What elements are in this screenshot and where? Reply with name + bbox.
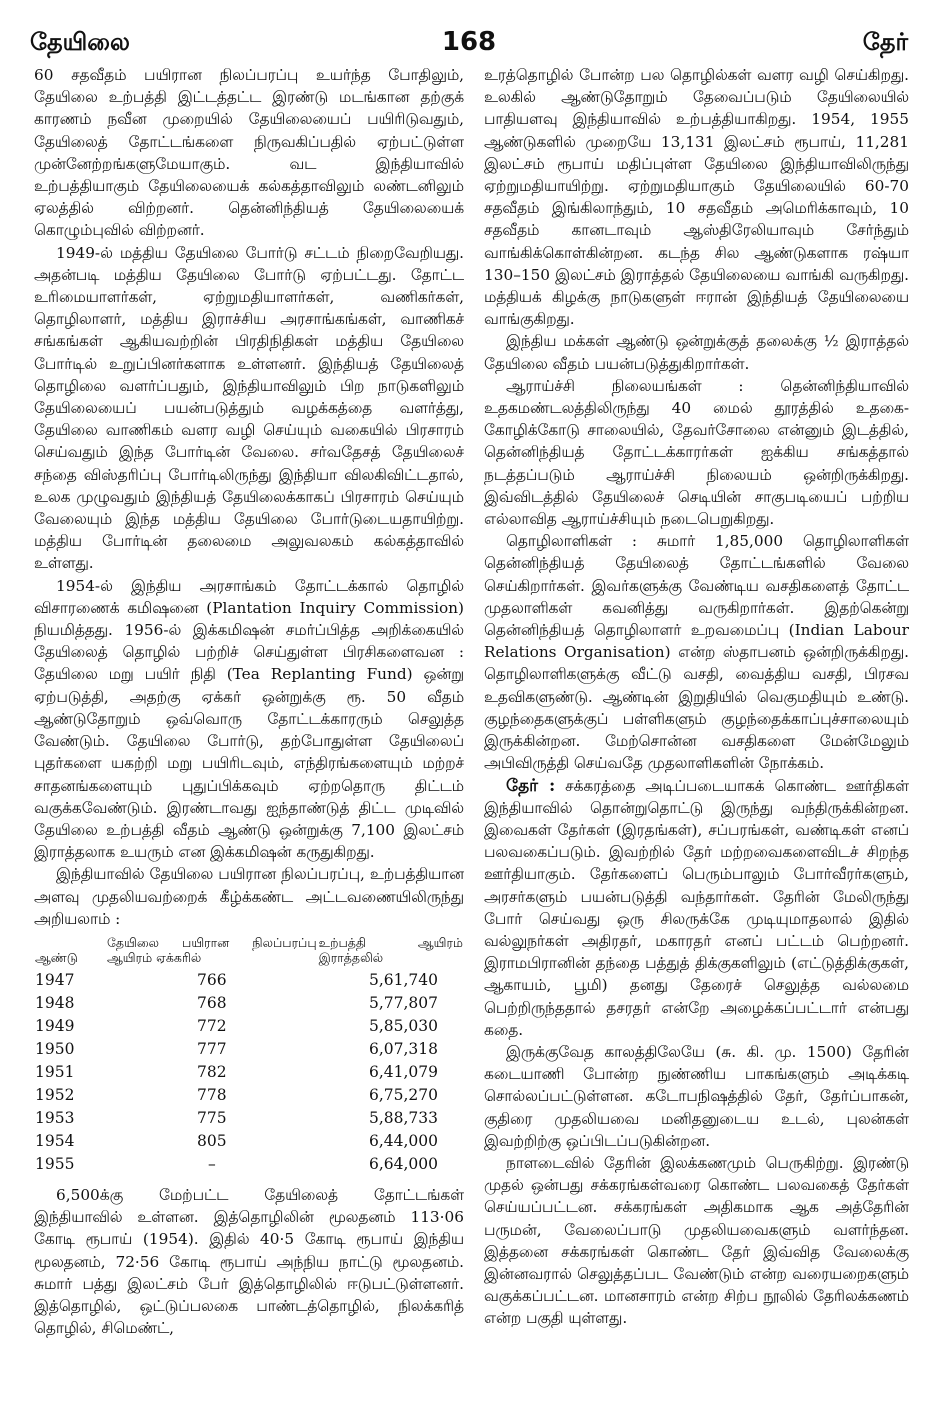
table-row [34, 1130, 464, 1153]
table-row [34, 992, 464, 1015]
tea-statistics-table [34, 934, 464, 1176]
table-header-row [34, 934, 464, 969]
table-row [34, 1015, 464, 1038]
paragraph: 1954-ல் இந்திய அரசாங்கம் தோட்டக்கால் தொழில் விசாரணைக் கமிஷனை (Plantation Inquiry Commission) நியமித்தது. 1956-ல் இக்கமிஷன் சமர்ப்பித்த அறிக்கையில் தேயிலைத் தொழில் பற்றிச் செய்துள்ள பிரசிகளைவன : தேயிலை மறு பயிர் நிதி (Tea Replanting Fund) ஒன்று ஏற்படுத்தி, அதற்கு ஏக்கர் ஒன்றுக்கு ரூ. 50 வீதம் ஆண்டுதோறும் ஒவ்வொரு தோட்டக்காரரும் செலுத்த வேண்டும். தேயிலை போர்டு, தற்போதுள்ள தேயிலைப் புதர்களை யகற்றி மறு பயிரிடவும், எந்திரங்களையும் மற்றச் சாதனங்களையும் புதுப்பிக்கவும் ஏற்றதொரு திட்டம் வகுக்கவேண்டும். இரண்டாவது ஐந்தாண்டுத் திட்ட முடிவில் தேயிலை உற்பத்தி வீதம் ஆண்டு ஒன்றுக்கு 7,100 இலட்சம் இராத்தலாக உயரும் என இக்கமிஷன் கருதுகிறது. [34, 576, 464, 862]
running-head-right: தேர் [862, 28, 908, 56]
cell-year: 1954 [35, 1131, 75, 1150]
cell-production: 6,07,318 [368, 1039, 438, 1058]
table-row [34, 1153, 464, 1176]
cell-area: 775 [197, 1108, 227, 1127]
cell-production: 6,44,000 [368, 1131, 438, 1150]
cell-area: 772 [197, 1016, 227, 1035]
paragraph: உரத்தொழில் போன்ற பல தொழில்கள் வளர வழி செய்கிறது. உலகில் ஆண்டுதோறும் தேவைப்படும் தேயிலையில் பாதியளவு இந்தியாவில் உற்பத்தியாகிறது. 1954, 1955 ஆண்டுகளில் முறையே 13,131 இலட்சம் ரூபாய், 11,281 இலட்சம் ரூபாய் மதிப்புள்ள தேயிலை இந்தியாவிலிருந்து ஏற்றுமதியாயிற்று. ஏற்றுமதியாகும் தேயிலையில் 60-70 சதவீதம் இங்கிலாந்தும், 10 சதவீதம் அமெரிக்காவும், 10 சதவீதம் கானடாவும் ஆஸ்திரேலியாவும் சேர்ந்தும் வாங்கிக்கொள்கின்றன. கடந்த சில ஆண்டுகளாக ரஷ்யா 130–150 இலட்சம் இராத்தல் தேயிலையை வாங்கி வருகிறது. மத்தியக் கிழக்கு நாடுகளுள் ஈரான் இந்தியத் தேயிலையை வாங்குகிறது. [484, 66, 909, 329]
cell-production: 6,41,079 [368, 1062, 438, 1081]
cell-year: 1947 [35, 970, 75, 989]
cell-production: 5,77,807 [368, 993, 438, 1012]
left-column [34, 64, 464, 1414]
table-row [34, 1107, 464, 1130]
table-row [34, 969, 464, 992]
running-head-left: தேயிலை [30, 28, 130, 56]
table-row [34, 1038, 464, 1061]
paragraph: 1949-ல் மத்திய தேயிலை போர்டு சட்டம் நிறைவேறியது. அதன்படி மத்திய தேயிலை போர்டு ஏற்பட்டது. தோட்ட உரிமையாளர்கள், ஏற்றுமதியாளர்கள், வணிகர்கள், தொழிலாளர், மத்திய இராச்சிய அரசாங்கங்கள், வாணிகச் சங்கங்கள் ஆகியவற்றின் பிரதிநிதிகள் மத்திய தேயிலை போர்டில் உறுப்பினர்களாக உள்ளனர். இந்தியத் தேயிலைத் தொழிலை வளர்ப்பதும், இந்தியாவிலும் பிற நாடுகளிலும் தேயிலையைப் பயன்படுத்தும் வழக்கத்தை வளர்த்து, தேயிலை வாணிகம் வளர வழி செய்யும் வகையில் பிரசாரம் செய்வதும் இந்த போர்டின் வேலை. சர்வதேசத் தேயிலைச் சந்தை விஸ்தரிப்பு போர்டிலிருந்து இந்தியா விலகிவிட்டதால், உலக முழுவதும் இந்தியத் தேயிலைக்காகப் பிரசாரம் செய்யும் வேலையும் இந்த மத்திய தேயிலை போர்டுடையதாயிற்று. மத்திய போர்டின் தலைமை அலுவலகம் கல்கத்தாவில் உள்ளது. [34, 243, 464, 573]
cell-area: 805 [197, 1131, 227, 1150]
paragraph-body: சுமார் 1,85,000 தொழிலாளிகள் தென்னிந்தியத் தேயிலைத் தோட்டங்களில் வேலை செய்கிறார்கள். இவர்களுக்கு வேண்டிய வசதிகளைத் தோட்ட முதலாளிகள் கவனித்து வருகிறார்கள். இதற்கென்று தென்னிந்தியத் தொழிலாளர் உறவமைப்பு (Indian Labour Relations Organisation) என்ற ஸ்தாபனம் ஒன்றிருக்கிறது. தொழிலாளிகளுக்கு வீட்டு வசதி, வைத்திய வசதி, பிரசவ உதவிகளுண்டு. ஆண்டின் இறுதியில் வெகுமதியும் உண்டு. குழந்தைகளுக்குப் பள்ளிகளும் குழந்தைக்காப்புச்சாலையும் இருக்கின்றன. மேற்சொன்ன வசதிகளை மேன்மேலும் அபிவிருத்தி செய்வதே முதலாளிகளின் நோக்கம். [484, 532, 909, 773]
cell-production: 5,61,740 [368, 970, 438, 989]
paragraph: இந்திய மக்கள் ஆண்டு ஒன்றுக்குத் தலைக்கு ½ இராத்தல் தேயிலை வீதம் பயன்படுத்துகிறார்கள். [484, 332, 909, 373]
cell-area: 768 [197, 993, 227, 1012]
column-header-production: உற்பத்தி ஆயிரம் இராத்தலில் [318, 934, 463, 965]
cell-area: 778 [197, 1085, 227, 1104]
entry-headword: தேர் : [506, 775, 556, 796]
paragraph: 6,500க்கு மேற்பட்ட தேயிலைத் தோட்டங்கள் இந்தியாவில் உள்ளன. இத்தொழிலின் மூலதனம் 113·06 கோடி ரூபாய் (1954). இதில் 40·5 கோடி ரூபாய் இந்திய மூலதனம், 72·56 கோடி ரூபாய் அந்நிய நாட்டு மூலதனம். சுமார் பத்து இலட்சம் பேர் இத்தொழிலில் ஈடுபட்டுள்ளனர். இத்தொழில், ஒட்டுப்பலகை பாண்டத்தொழில், நிலக்கரித் தொழில், சிமெண்ட், [34, 1185, 464, 1338]
subheading: தொழிலாளிகள் : [506, 532, 638, 551]
column-header-year: ஆண்டு [35, 949, 78, 965]
subheading: ஆராய்ச்சி நிலையங்கள் : [506, 376, 744, 395]
cell-production: 5,85,030 [368, 1016, 438, 1035]
cell-production: 6,75,270 [368, 1085, 438, 1104]
cell-year: 1948 [35, 993, 75, 1012]
cell-year: 1953 [35, 1108, 75, 1127]
page-header [30, 22, 908, 66]
paragraph: நாளடைவில் தேரின் இலக்கணமும் பெருகிற்று. இரண்டு முதல் ஒன்பது சக்கரங்கள்வரை கொண்ட பலவகைத் தேர்கள் செய்யப்பட்டன. சக்கரங்கள் அதிகமாக ஆக அத்தேரின் பருமன், வேலைப்பாடு முதலியவைகளும் வளர்ந்தன. இத்தனை சக்கரங்கள் கொண்ட தேர் இவ்வித வேலைக்கு இன்னவரால் செலுத்தப்பட வேண்டும் என்ற வரையறைகளும் வகுக்கப்பட்டன. மானசாரம் என்ற சிற்ப நூலில் தேரிலக்கணம் என்ற பகுதி யுள்ளது. [484, 1153, 909, 1328]
cell-production: 5,88,733 [368, 1108, 438, 1127]
paragraph-workers [484, 530, 909, 774]
table-row [34, 1061, 464, 1084]
entry-ther [484, 775, 909, 1041]
cell-production: 6,64,000 [368, 1154, 438, 1173]
paragraph-body: சக்கரத்தை அடிப்படையாகக் கொண்ட ஊர்திகள் இந்தியாவில் தொன்றுதொட்டு இருந்து வந்திருக்கின்றன. இவைகள் தேர்கள் (இரதங்கள்), சப்பரங்கள், வண்டிகள் எனப் பலவகைப்படும். இவற்றில் தேர் மற்றவைகளைவிடச் சிறந்த ஊர்தியாகும். தேர்களைப் பெரும்பாலும் போர்வீரர்களும், அரசர்களும் பயன்படுத்தி வந்தார்கள். தேரின் மேலிருந்து போர் செய்வது ஒரு சிலருக்கே முடியுமாதலால் இதில் வல்லுநர்கள் அதிரதர், மகாரதர் எனப் பட்டம் பெற்றனர். இராமபிரானின் தந்தை பத்துத் திக்குகளிலும் (எட்டுத்திக்குகள், ஆகாயம், பூமி) தனது தேரைச் செலுத்த வல்லமை பெற்றிருந்ததால் தசரதர் என்றே அழைக்கப்பட்டார் என்பது கதை. [484, 776, 909, 1039]
paragraph: இருக்குவேத காலத்திலேயே (சு. கி. மு. 1500) தேரின் கடையாணி போன்ற நுண்ணிய பாகங்களும் அடிக்கடி சொல்லப்பட்டுள்ளன. கடோபநிஷத்தில் தேர், தேர்ப்பாகன், குதிரை முதலியவை மனிதனுடைய உடல், புலன்கள் இவற்றிற்கு ஒப்பிடப்படுகின்றன. [484, 1042, 909, 1150]
paragraph-research-stations [484, 375, 909, 530]
cell-year: 1952 [35, 1085, 75, 1104]
right-column [484, 64, 909, 1414]
cell-area: 777 [197, 1039, 227, 1058]
cell-year: 1949 [35, 1016, 75, 1035]
cell-area: 782 [197, 1062, 227, 1081]
cell-year: 1955 [35, 1154, 75, 1173]
paragraph-body: தென்னிந்தியாவில் உதகமண்டலத்திலிருந்து 40 மைல் தூரத்தில் உதகை-கோழிக்கோடு சாலையில், தேவர்சோலை என்னும் இடத்தில், தென்னிந்தியத் தோட்டக்காரர்கள் ஐக்கிய சங்கத்தால் நடத்தப்படும் ஆராய்ச்சி நிலையம் ஒன்றிருக்கிறது. இவ்விடத்தில் தேயிலைச் செடியின் சாகுபடியைப் பற்றிய எல்லாவித ஆராய்ச்சியும் நடைபெறுகிறது. [484, 376, 909, 529]
paragraph: இந்தியாவில் தேயிலை பயிரான நிலப்பரப்பு, உற்பத்தியான அளவு முதலியவற்றைக் கீழ்க்கண்ட அட்டவணையிலிருந்து அறியலாம் : [34, 865, 464, 928]
table-row [34, 1084, 464, 1107]
paragraph: 60 சதவீதம் பயிரான நிலப்பரப்பு உயர்ந்த போதிலும், தேயிலை உற்பத்தி இட்டத்தட்ட இரண்டு மடங்கான தற்குக் காரணம் நவீன முறையில் தேயிலையைப் பயிரிடுவதும், தேயிலைத் தோட்டங்களை நிருவகிப்பதில் ஏற்பட்டுள்ள முன்னேற்றங்களுமேயாகும். வட இந்தியாவில் உற்பத்தியாகும் தேயிலையைக் கல்கத்தாவிலும் லண்டனிலும் ஏலத்தில் விற்றனர். தென்னிந்தியத் தேயிலையைக் கொழும்புவில் விற்றனர். [34, 66, 464, 240]
column-header-area: தேயிலை பயிரான நிலப்பரப்பு ஆயிரம் ஏக்கரில் [107, 934, 317, 965]
cell-year: 1950 [35, 1039, 75, 1058]
cell-area: – [207, 1154, 216, 1173]
cell-area: 766 [197, 970, 227, 989]
cell-year: 1951 [35, 1062, 75, 1081]
page-number: 168 [441, 27, 497, 57]
